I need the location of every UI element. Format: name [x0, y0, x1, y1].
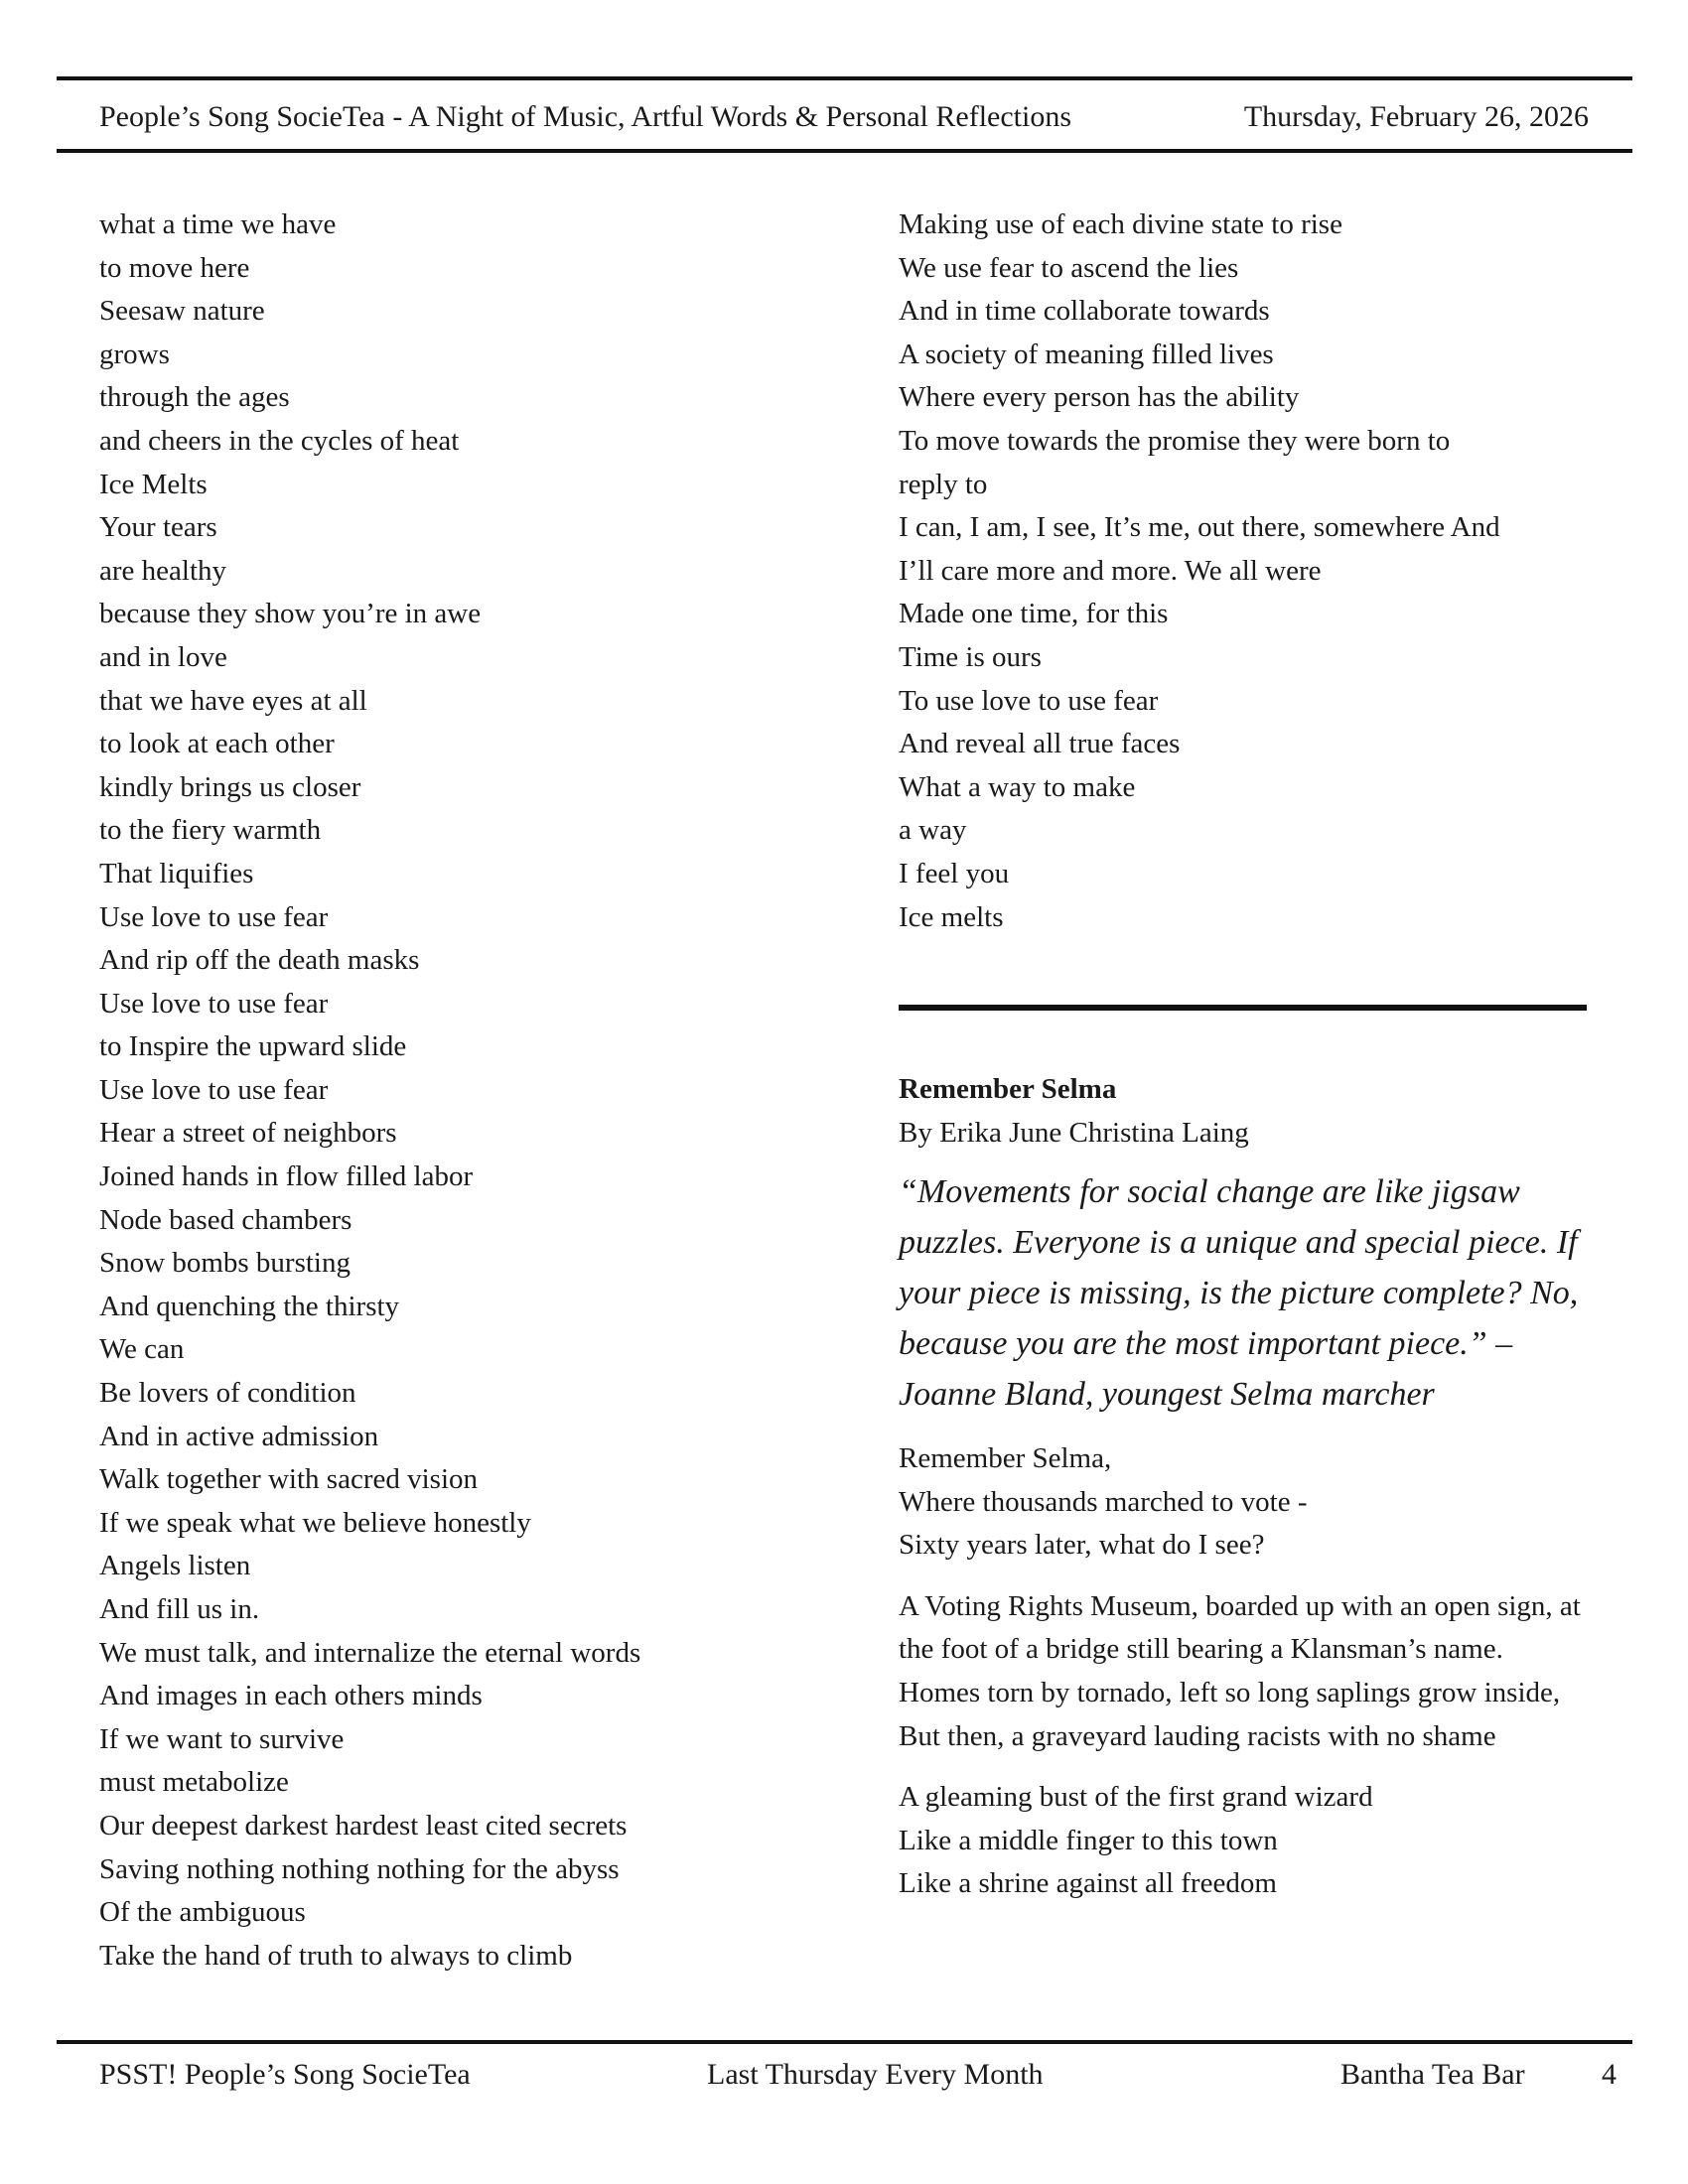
poem-line: Be lovers of condition [99, 1377, 356, 1410]
poem-line: Use love to use fear [99, 1073, 329, 1106]
poem-line: A Voting Rights Museum, boarded up with an open sign, at the foot of a bridge still bearing a Klansman’s name. [899, 1589, 1581, 1666]
header-date: Thursday, February 26, 2026 [1243, 100, 1589, 133]
section-divider [899, 1005, 1587, 1011]
poem-line: And rip off the death masks [99, 944, 420, 977]
header-bottom-rule [57, 149, 1632, 153]
poem-author: By Erika June Christina Laing [899, 1117, 1249, 1149]
page-header [99, 97, 1589, 137]
poem-line: and cheers in the cycles of heat [99, 424, 460, 457]
poem-line: Seesaw nature [99, 295, 265, 328]
poem-line: Use love to use fear [99, 900, 329, 933]
poem-line: Like a shrine against all freedom [899, 1867, 1277, 1900]
poem-line: that we have eyes at all [99, 684, 367, 717]
poem-line: Like a middle finger to this town [899, 1824, 1278, 1856]
poem-line: And fill us in. [99, 1593, 260, 1625]
poem-line: to look at each other [99, 728, 335, 760]
poem-line: To move towards the promise they were born to [899, 424, 1451, 457]
poem-line: And in active admission [99, 1420, 379, 1452]
poem-line: Hear a street of neighbors [99, 1117, 397, 1150]
poem-line: to move here [99, 251, 250, 284]
poem-line: Remember Selma, [899, 1442, 1112, 1474]
poem-line: Our deepest darkest hardest least cited secrets [99, 1809, 628, 1842]
poem-line: And reveal all true faces [899, 728, 1181, 760]
page-footer [99, 2055, 1618, 2095]
poem-line: and in love [99, 640, 227, 673]
poem-line: Use love to use fear [99, 987, 329, 1020]
poem-line: Made one time, for this [899, 598, 1169, 630]
poem-line: If we speak what we believe honestly [99, 1506, 531, 1539]
poem-line: What a way to make [899, 770, 1136, 803]
poem-line: And quenching the thirsty [99, 1290, 400, 1322]
poem-line: Take the hand of truth to always to climb [99, 1939, 573, 1972]
poem-line: Where thousands marched to vote - [899, 1485, 1308, 1518]
poem-line: Time is ours [899, 640, 1042, 673]
poem-line: That liquifies [99, 857, 254, 889]
footer-left: PSST! People’s Song SocieTea [99, 2058, 471, 2091]
poem-line: Ice melts [899, 900, 1004, 933]
poem-line: to Inspire the upward slide [99, 1030, 407, 1063]
poem-line: grows [99, 338, 170, 370]
poem-line: Sixty years later, what do I see? [899, 1529, 1265, 1562]
poem-line: what a time we have [99, 208, 337, 240]
poem-line: If we want to survive [99, 1722, 345, 1755]
poem-line: because they show you’re in awe [99, 598, 482, 630]
poem-line: We use fear to ascend the lies [899, 251, 1239, 284]
poem-line: A society of meaning filled lives [899, 338, 1274, 370]
footer-rule [57, 2040, 1632, 2044]
remember-selma-section [899, 1067, 1594, 1906]
poem-line: Homes torn by tornado, left so long saplings grow inside, [899, 1676, 1561, 1708]
poem-line: I feel you [899, 857, 1010, 889]
poem-line: to the fiery warmth [99, 814, 322, 847]
poem-line: We must talk, and internalize the eternal words [99, 1636, 641, 1669]
poem-line: To use love to use fear [899, 684, 1159, 717]
poem-title: Remember Selma [899, 1073, 1117, 1105]
poem-line: a way [899, 814, 967, 847]
poem-line: And images in each others minds [99, 1680, 483, 1712]
poem-line: Node based chambers [99, 1203, 352, 1236]
poem-line: But then, a graveyard lauding racists with no shame [899, 1719, 1496, 1752]
page-number: 4 [1602, 2058, 1617, 2091]
poem-line: Walk together with sacred vision [99, 1463, 479, 1496]
stanza-1 [899, 1437, 1594, 1568]
epigraph-quote: “Movements for social change are like jigsaw puzzles. Everyone is a unique and special piece. If your piece is missing, is the picture complete? No, because you are the most important piece.” – Joanne Bland, youngest Selma marcher [899, 1173, 1579, 1413]
header-title: People’s Song SocieTea - A Night of Music, Artful Words & Personal Reflections [99, 100, 1071, 133]
poem-line: reply to [899, 468, 988, 500]
poem-line: kindly brings us closer [99, 770, 361, 803]
poem-line: Of the ambiguous [99, 1896, 306, 1929]
poem-line: And in time collaborate towards [899, 295, 1270, 328]
poem-line: are healthy [99, 554, 227, 587]
poem-line: Ice Melts [99, 468, 208, 500]
header-top-rule [57, 76, 1632, 80]
left-poem-column [99, 204, 814, 1978]
poem-line: through the ages [99, 381, 290, 414]
poem-line: I can, I am, I see, It’s me, out there, somewhere And [899, 511, 1500, 544]
poem-line: We can [99, 1333, 185, 1366]
poem-line: Making use of each divine state to rise [899, 208, 1342, 240]
poem-line: A gleaming bust of the first grand wizard [899, 1781, 1373, 1814]
poem-line: must metabolize [99, 1766, 289, 1799]
poem-line: Your tears [99, 511, 217, 544]
stanza-3 [899, 1776, 1594, 1906]
poem-line: Angels listen [99, 1550, 251, 1582]
stanza-2 [899, 1585, 1594, 1758]
right-poem-column [899, 204, 1594, 939]
footer-center: Last Thursday Every Month [707, 2058, 1044, 2091]
poem-line: Where every person has the ability [899, 381, 1300, 414]
poem-line: I’ll care more and more. We all were [899, 554, 1322, 587]
poem-line: Joined hands in flow filled labor [99, 1160, 474, 1193]
poem-line: Saving nothing nothing nothing for the abyss [99, 1852, 620, 1885]
poem-line: Snow bombs bursting [99, 1247, 351, 1280]
footer-right: Bantha Tea Bar [1340, 2058, 1525, 2091]
